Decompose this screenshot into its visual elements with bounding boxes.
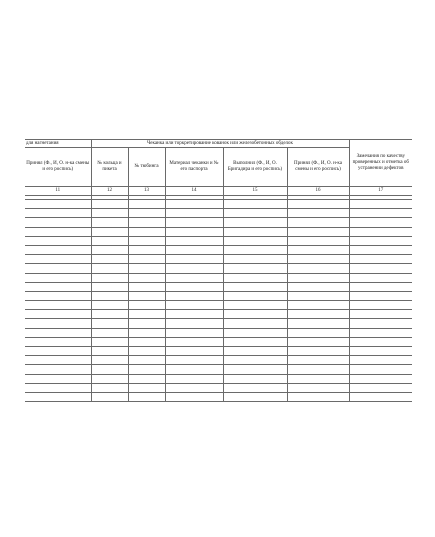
table-cell[interactable] bbox=[128, 245, 165, 254]
table-cell[interactable] bbox=[223, 227, 287, 236]
col16-header: Принял (Ф., И, О. н-ка смены и его роспись) bbox=[287, 148, 349, 187]
table-cell[interactable] bbox=[349, 356, 412, 365]
table-cell[interactable] bbox=[25, 356, 91, 365]
table-row bbox=[25, 356, 412, 365]
table-cell[interactable] bbox=[25, 264, 91, 273]
table-cell[interactable] bbox=[287, 200, 349, 209]
col17-number: 17 bbox=[349, 187, 412, 196]
table-cell[interactable] bbox=[223, 337, 287, 346]
table-row bbox=[25, 255, 412, 264]
col12-number: 12 bbox=[91, 187, 128, 196]
table-cell[interactable] bbox=[287, 365, 349, 374]
table-cell[interactable] bbox=[91, 245, 128, 254]
col15-header: Выполнил (Ф., И, О. Бригадира и его роспись) bbox=[223, 148, 287, 187]
table-cell[interactable] bbox=[223, 209, 287, 218]
table-cell[interactable] bbox=[128, 328, 165, 337]
table-cell[interactable] bbox=[287, 255, 349, 264]
table-cell[interactable] bbox=[25, 392, 91, 401]
table-row bbox=[25, 245, 412, 254]
table-cell[interactable] bbox=[287, 347, 349, 356]
table-cell[interactable] bbox=[128, 383, 165, 392]
table-cell[interactable] bbox=[287, 356, 349, 365]
table-row bbox=[25, 291, 412, 300]
table-cell[interactable] bbox=[287, 291, 349, 300]
table-cell[interactable] bbox=[165, 255, 223, 264]
table-cell[interactable] bbox=[287, 337, 349, 346]
table-cell[interactable] bbox=[128, 291, 165, 300]
table-cell[interactable] bbox=[287, 218, 349, 227]
table-cell[interactable] bbox=[287, 328, 349, 337]
table-cell[interactable] bbox=[165, 273, 223, 282]
table-cell[interactable] bbox=[165, 374, 223, 383]
table-cell[interactable] bbox=[223, 291, 287, 300]
table-cell[interactable] bbox=[349, 209, 412, 218]
table-cell[interactable] bbox=[223, 218, 287, 227]
table-cell[interactable] bbox=[25, 337, 91, 346]
table-cell[interactable] bbox=[25, 383, 91, 392]
table-cell[interactable] bbox=[287, 264, 349, 273]
col12-header: № кольца и пикета bbox=[91, 148, 128, 187]
table-cell[interactable] bbox=[287, 227, 349, 236]
table-cell[interactable] bbox=[223, 236, 287, 245]
table-cell[interactable] bbox=[349, 310, 412, 319]
table-cell[interactable] bbox=[165, 347, 223, 356]
table-cell[interactable] bbox=[128, 282, 165, 291]
table-cell[interactable] bbox=[91, 383, 128, 392]
table-cell[interactable] bbox=[91, 218, 128, 227]
table-cell[interactable] bbox=[128, 347, 165, 356]
table-cell[interactable] bbox=[287, 209, 349, 218]
table-cell[interactable] bbox=[223, 310, 287, 319]
table-cell[interactable] bbox=[128, 310, 165, 319]
table-cell[interactable] bbox=[91, 291, 128, 300]
group-title: Чеканка или торкретирование кованок или железобетонных обделок bbox=[91, 140, 349, 148]
table-cell[interactable] bbox=[128, 356, 165, 365]
table-row bbox=[25, 347, 412, 356]
table-cell[interactable] bbox=[165, 337, 223, 346]
table-cell[interactable] bbox=[91, 273, 128, 282]
table-cell[interactable] bbox=[128, 209, 165, 218]
table-cell[interactable] bbox=[223, 255, 287, 264]
table-row bbox=[25, 236, 412, 245]
table-cell[interactable] bbox=[349, 301, 412, 310]
table-cell[interactable] bbox=[287, 392, 349, 401]
table-cell[interactable] bbox=[165, 392, 223, 401]
table-cell[interactable] bbox=[91, 310, 128, 319]
table-cell[interactable] bbox=[349, 264, 412, 273]
table-row bbox=[25, 273, 412, 282]
table-cell[interactable] bbox=[128, 374, 165, 383]
table-cell[interactable] bbox=[165, 264, 223, 273]
table-cell[interactable] bbox=[349, 374, 412, 383]
table-cell[interactable] bbox=[287, 310, 349, 319]
table-cell[interactable] bbox=[91, 328, 128, 337]
table-cell[interactable] bbox=[25, 200, 91, 209]
table-cell[interactable] bbox=[349, 337, 412, 346]
table-cell[interactable] bbox=[91, 337, 128, 346]
table-cell[interactable] bbox=[128, 227, 165, 236]
table-row bbox=[25, 392, 412, 401]
table-cell[interactable] bbox=[165, 301, 223, 310]
table-cell[interactable] bbox=[349, 392, 412, 401]
table-cell[interactable] bbox=[91, 365, 128, 374]
col14-number: 14 bbox=[165, 187, 223, 196]
table-cell[interactable] bbox=[91, 356, 128, 365]
table-cell[interactable] bbox=[165, 319, 223, 328]
table-row bbox=[25, 365, 412, 374]
journal-sheet bbox=[25, 139, 412, 402]
table-cell[interactable] bbox=[91, 319, 128, 328]
table-cell[interactable] bbox=[223, 319, 287, 328]
table-cell[interactable] bbox=[25, 374, 91, 383]
table-row bbox=[25, 301, 412, 310]
table-cell[interactable] bbox=[91, 374, 128, 383]
table-cell[interactable] bbox=[223, 383, 287, 392]
table-cell[interactable] bbox=[223, 264, 287, 273]
table-cell[interactable] bbox=[349, 200, 412, 209]
table-cell[interactable] bbox=[165, 227, 223, 236]
table-cell[interactable] bbox=[349, 227, 412, 236]
table-cell[interactable] bbox=[223, 347, 287, 356]
table-cell[interactable] bbox=[91, 236, 128, 245]
table-cell[interactable] bbox=[287, 273, 349, 282]
table-cell[interactable] bbox=[165, 209, 223, 218]
table-cell[interactable] bbox=[165, 365, 223, 374]
table-cell[interactable] bbox=[349, 383, 412, 392]
table-row bbox=[25, 319, 412, 328]
table-cell[interactable] bbox=[25, 209, 91, 218]
table-cell[interactable] bbox=[128, 255, 165, 264]
table-cell[interactable] bbox=[128, 264, 165, 273]
journal-table bbox=[25, 139, 412, 402]
table-cell[interactable] bbox=[287, 374, 349, 383]
table-cell[interactable] bbox=[91, 227, 128, 236]
table-cell[interactable] bbox=[25, 255, 91, 264]
table-cell[interactable] bbox=[349, 328, 412, 337]
table-cell[interactable] bbox=[165, 356, 223, 365]
table-cell[interactable] bbox=[25, 282, 91, 291]
col13-header: № тюбинга bbox=[128, 148, 165, 187]
column-number-row bbox=[25, 187, 412, 196]
col17-header: Замечания по качеству проверенных и отметка об устранении дефектов bbox=[349, 140, 412, 187]
table-cell[interactable] bbox=[223, 200, 287, 209]
col11-top-label: для нагнетания bbox=[25, 140, 91, 148]
table-cell[interactable] bbox=[25, 218, 91, 227]
table-cell[interactable] bbox=[25, 227, 91, 236]
col11-header: Принял (Ф., И, О. н-ка смены и его роспись) bbox=[25, 148, 91, 187]
table-row bbox=[25, 282, 412, 291]
table-cell[interactable] bbox=[91, 264, 128, 273]
table-cell[interactable] bbox=[128, 392, 165, 401]
table-cell[interactable] bbox=[128, 365, 165, 374]
table-cell[interactable] bbox=[25, 310, 91, 319]
table-cell[interactable] bbox=[165, 383, 223, 392]
table-cell[interactable] bbox=[223, 282, 287, 291]
table-cell[interactable] bbox=[128, 301, 165, 310]
table-cell[interactable] bbox=[287, 383, 349, 392]
table-cell[interactable] bbox=[287, 236, 349, 245]
table-cell[interactable] bbox=[223, 245, 287, 254]
table-cell[interactable] bbox=[25, 236, 91, 245]
col13-number: 13 bbox=[128, 187, 165, 196]
table-row bbox=[25, 227, 412, 236]
table-cell[interactable] bbox=[128, 319, 165, 328]
table-cell[interactable] bbox=[349, 218, 412, 227]
table-cell[interactable] bbox=[287, 301, 349, 310]
table-cell[interactable] bbox=[91, 392, 128, 401]
table-cell[interactable] bbox=[165, 310, 223, 319]
table-cell[interactable] bbox=[287, 319, 349, 328]
table-cell[interactable] bbox=[165, 200, 223, 209]
table-row bbox=[25, 337, 412, 346]
header-top-row bbox=[25, 140, 412, 148]
table-cell[interactable] bbox=[223, 356, 287, 365]
table-row bbox=[25, 209, 412, 218]
table-cell[interactable] bbox=[165, 245, 223, 254]
table-cell[interactable] bbox=[349, 236, 412, 245]
table-cell[interactable] bbox=[349, 282, 412, 291]
table-cell[interactable] bbox=[91, 282, 128, 291]
table-cell[interactable] bbox=[223, 392, 287, 401]
col11-number: 11 bbox=[25, 187, 91, 196]
table-row bbox=[25, 310, 412, 319]
col15-number: 15 bbox=[223, 187, 287, 196]
table-cell[interactable] bbox=[91, 209, 128, 218]
table-cell[interactable] bbox=[349, 347, 412, 356]
table-row bbox=[25, 383, 412, 392]
table-row bbox=[25, 200, 412, 209]
table-cell[interactable] bbox=[25, 319, 91, 328]
table-cell[interactable] bbox=[165, 218, 223, 227]
table-cell[interactable] bbox=[91, 347, 128, 356]
table-row bbox=[25, 264, 412, 273]
table-cell[interactable] bbox=[223, 365, 287, 374]
table-cell[interactable] bbox=[25, 301, 91, 310]
table-cell[interactable] bbox=[25, 328, 91, 337]
table-cell[interactable] bbox=[349, 245, 412, 254]
table-cell[interactable] bbox=[223, 273, 287, 282]
table-cell[interactable] bbox=[349, 273, 412, 282]
col16-number: 16 bbox=[287, 187, 349, 196]
table-cell[interactable] bbox=[349, 255, 412, 264]
table-cell[interactable] bbox=[91, 301, 128, 310]
table-cell[interactable] bbox=[25, 365, 91, 374]
table-cell[interactable] bbox=[165, 328, 223, 337]
table-cell[interactable] bbox=[223, 301, 287, 310]
table-cell[interactable] bbox=[91, 200, 128, 209]
table-cell[interactable] bbox=[223, 328, 287, 337]
table-cell[interactable] bbox=[287, 245, 349, 254]
table-cell[interactable] bbox=[165, 236, 223, 245]
table-cell[interactable] bbox=[349, 291, 412, 300]
table-cell[interactable] bbox=[128, 236, 165, 245]
table-row bbox=[25, 374, 412, 383]
table-cell[interactable] bbox=[128, 273, 165, 282]
table-cell[interactable] bbox=[287, 282, 349, 291]
table-cell[interactable] bbox=[25, 245, 91, 254]
table-cell[interactable] bbox=[223, 374, 287, 383]
table-cell[interactable] bbox=[349, 319, 412, 328]
table-cell[interactable] bbox=[25, 347, 91, 356]
table-cell[interactable] bbox=[91, 255, 128, 264]
table-row bbox=[25, 218, 412, 227]
table-cell[interactable] bbox=[165, 282, 223, 291]
table-cell[interactable] bbox=[128, 218, 165, 227]
col14-header: Материал чеканки и № его паспорта bbox=[165, 148, 223, 187]
table-cell[interactable] bbox=[128, 200, 165, 209]
table-cell[interactable] bbox=[128, 337, 165, 346]
table-cell[interactable] bbox=[349, 365, 412, 374]
table-cell[interactable] bbox=[165, 291, 223, 300]
table-cell[interactable] bbox=[25, 273, 91, 282]
table-row bbox=[25, 328, 412, 337]
table-cell[interactable] bbox=[25, 291, 91, 300]
